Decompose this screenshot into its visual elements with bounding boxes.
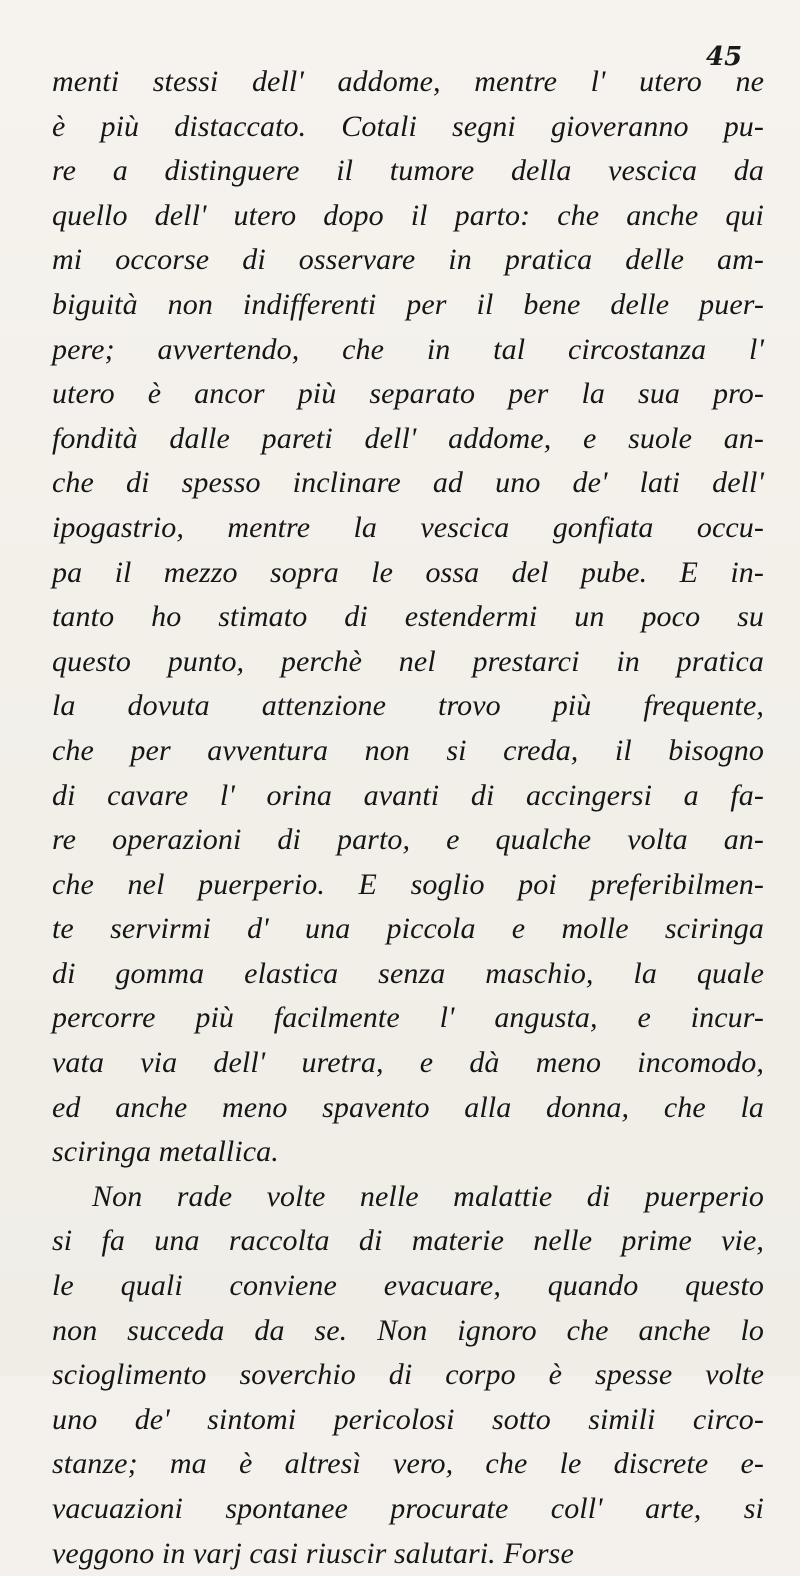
text-line: re a distinguere il tumore della vescica da [52, 154, 764, 188]
text-line: tanto ho stimato di estendermi un poco su [52, 600, 764, 634]
page-number: 45 [706, 42, 743, 72]
text-line: biguità non indifferenti per il bene delle puer- [52, 287, 764, 321]
text-line-paragraph-end: sciringa metallica. [52, 1135, 279, 1169]
text-line: che nel puerperio. E soglio poi preferibilmen- [52, 867, 764, 901]
text-line: è più distaccato. Cotali segni gioveranno pu- [52, 109, 764, 143]
text-line: mi occorse di osservare in pratica delle am- [52, 243, 764, 277]
text-line: che di spesso inclinare ad uno de' lati dell' [52, 466, 764, 500]
text-line: re operazioni di parto, e qualche volta an- [52, 823, 764, 857]
text-line: pere; avvertendo, che in tal circostanza l' [52, 332, 764, 366]
text-line: uno de' sintomi pericolosi sotto simili circo- [52, 1402, 764, 1436]
text-line: vata via dell' uretra, e dà meno incomodo, [52, 1046, 764, 1080]
text-line: di gomma elastica senza maschio, la quale [52, 956, 764, 990]
text-line: questo punto, perchè nel prestarci in pratica [52, 644, 764, 678]
text-line: le quali conviene evacuare, quando questo [52, 1269, 764, 1303]
text-line: menti stessi dell' addome, mentre l' utero ne [52, 65, 764, 98]
text-line: quello dell' utero dopo il parto: che anche qui [52, 198, 764, 232]
text-line: di cavare l' orina avanti di accingersi a fa- [52, 778, 764, 812]
text-line: utero è ancor più separato per la sua pro- [52, 377, 764, 411]
text-line: te servirmi d' una piccola e molle sciringa [52, 912, 764, 946]
text-line: ipogastrio, mentre la vescica gonfiata occu- [52, 510, 764, 544]
text-line: pa il mezzo sopra le ossa del pube. E in- [52, 555, 764, 589]
text-line: vacuazioni spontanee procurate coll' arte, si [52, 1492, 764, 1525]
body-text [52, 60, 764, 1576]
text-line: veggono in varj casi riuscir salutari. Forse [52, 1536, 574, 1570]
text-line: percorre più facilmente l' angusta, e incur- [52, 1001, 764, 1035]
text-line: stanze; ma è altresì vero, che le discrete e- [52, 1447, 764, 1481]
text-line: non succeda da se. Non ignoro che anche lo [52, 1313, 764, 1347]
text-line: fondità dalle pareti dell' addome, e suole an- [52, 421, 764, 455]
text-line: ed anche meno spavento alla donna, che la [52, 1090, 764, 1124]
text-line: che per avventura non si creda, il bisogno [52, 733, 764, 767]
text-line: si fa una raccolta di materie nelle prime vie, [52, 1224, 764, 1258]
text-line-paragraph-start: Non rade volte nelle malattie di puerperio [92, 1179, 764, 1213]
text-line: scioglimento soverchio di corpo è spesse volte [52, 1358, 764, 1392]
text-line: la dovuta attenzione trovo più frequente, [52, 689, 764, 723]
